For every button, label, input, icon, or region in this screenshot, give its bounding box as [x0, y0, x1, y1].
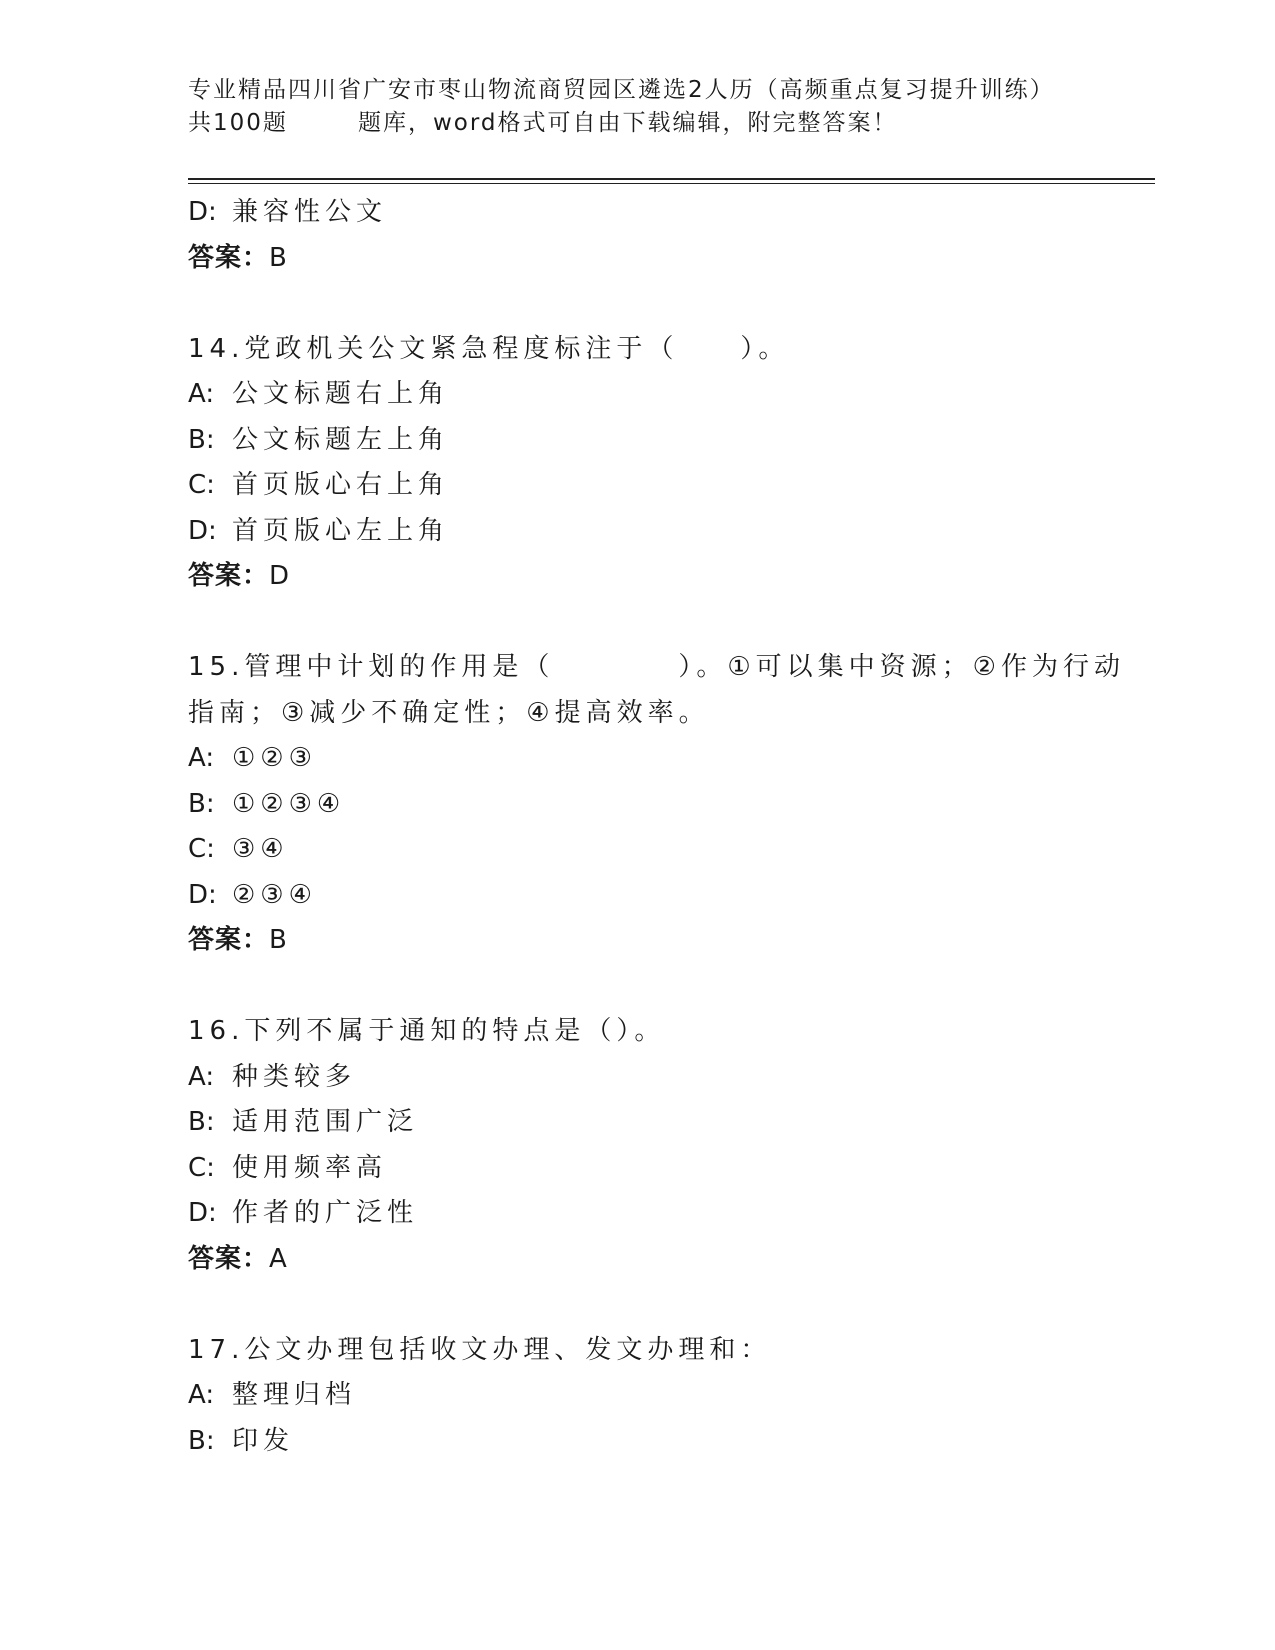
answer-line [188, 918, 1118, 964]
answer-label: 答案： [188, 1243, 270, 1274]
option-letter: C: [188, 1152, 215, 1183]
question-stem: 15.管理中计划的作用是（ ）。①可以集中资源；②作为行动 [188, 652, 1125, 682]
header-divider [188, 178, 1155, 180]
document-description: 题库，word格式可自由下载编辑，附完整答案！ [358, 110, 898, 136]
option-text: ③④ [232, 834, 289, 864]
answer-value: D [269, 561, 291, 591]
option-c [188, 827, 1118, 873]
answer-label: 答案： [188, 925, 270, 955]
option-d [188, 1191, 1118, 1237]
option-b [188, 1419, 1118, 1465]
option-b [188, 418, 1118, 464]
header-divider-thin [188, 183, 1155, 184]
option-letter: A: [188, 379, 215, 409]
question-stem: 16.下列不属于通知的特点是（）。 [188, 1016, 666, 1046]
option-letter: D: [188, 197, 217, 227]
question-list [188, 190, 1125, 1464]
option-c [188, 463, 1118, 509]
option-text: 印发 [232, 1425, 295, 1456]
option-text: 公文标题左上角 [232, 424, 450, 455]
option-text: 种类较多 [232, 1061, 357, 1092]
option-letter: B: [188, 1425, 215, 1456]
option-b [188, 782, 1118, 828]
option-d [188, 873, 1118, 919]
option-c [188, 1146, 1118, 1192]
option-text: 整理归档 [232, 1380, 357, 1410]
question-count: 共100题 [188, 110, 288, 136]
option-text: 兼容性公文 [232, 197, 388, 227]
answer-label: 答案： [188, 561, 270, 591]
option-text: ①②③④ [232, 788, 346, 819]
option-letter: D: [188, 879, 217, 910]
option-d [188, 190, 1118, 236]
answer-value: B [269, 925, 288, 955]
option-text: ②③④ [232, 879, 317, 910]
question-stem: 指南；③减少不确定性；④提高效率。 [188, 697, 710, 728]
option-b [188, 1100, 1118, 1146]
option-a [188, 736, 1118, 782]
option-a [188, 1055, 1118, 1101]
document-subtitle [188, 107, 1168, 140]
document-header [188, 74, 1168, 140]
option-d [188, 509, 1118, 555]
question-spacer [188, 600, 1118, 646]
option-letter: D: [188, 1198, 217, 1228]
question-stem: 14.党政机关公文紧急程度标注于（ ）。 [188, 333, 790, 364]
option-letter: B: [188, 788, 215, 819]
option-letter: A: [188, 1380, 215, 1410]
option-letter: C: [188, 834, 215, 864]
answer-label: 答案： [188, 242, 270, 273]
document-title: 专业精品四川省广安市枣山物流商贸园区遴选2人历（高频重点复习提升训练） [188, 77, 1055, 103]
option-text: 首页版心右上角 [232, 470, 450, 500]
option-text: 作者的广泛性 [232, 1198, 419, 1228]
answer-value: A [269, 1243, 288, 1274]
option-text: 适用范围广泛 [232, 1107, 419, 1137]
option-text: ①②③ [232, 743, 317, 773]
option-a [188, 1373, 1118, 1419]
question-spacer [188, 964, 1118, 1010]
option-letter: A: [188, 1061, 215, 1092]
option-letter: A: [188, 743, 215, 773]
answer-line [188, 1237, 1118, 1283]
option-letter: B: [188, 424, 215, 455]
answer-line [188, 236, 1118, 282]
option-text: 使用频率高 [232, 1152, 388, 1183]
answer-value: B [269, 242, 288, 273]
option-text: 首页版心左上角 [232, 515, 450, 546]
answer-line [188, 554, 1118, 600]
question-spacer [188, 1282, 1118, 1328]
option-letter: B: [188, 1107, 215, 1137]
option-letter: C: [188, 470, 215, 500]
option-letter: D: [188, 515, 217, 546]
option-a [188, 372, 1118, 418]
question-stem: 17.公文办理包括收文办理、发文办理和： [188, 1334, 772, 1365]
option-text: 公文标题右上角 [232, 379, 450, 409]
question-spacer [188, 281, 1118, 327]
